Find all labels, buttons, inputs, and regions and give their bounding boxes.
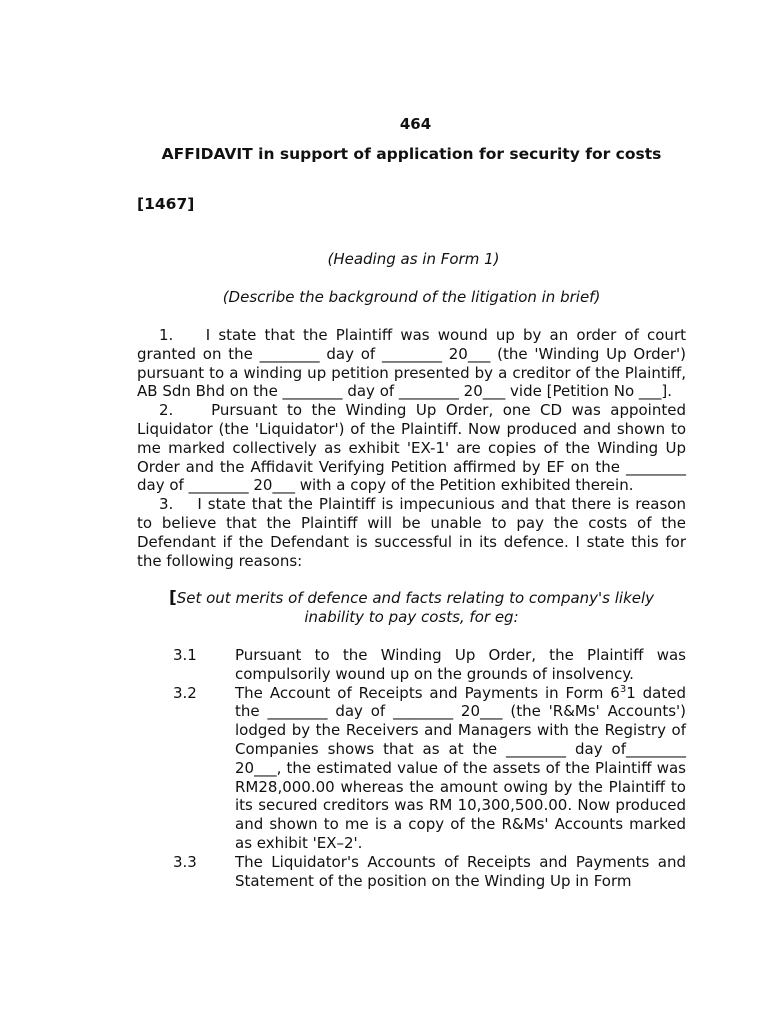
document-page bbox=[137, 115, 686, 890]
sub-paragraph-text: Pursuant to the Winding Up Order, the Plaintiff was compulsorily wound up on the grounds of insolvency. bbox=[235, 645, 686, 683]
sub-paragraph-3-3 bbox=[137, 853, 686, 891]
reference-number: [1467] bbox=[137, 194, 195, 213]
sub-paragraph-3-2 bbox=[137, 684, 686, 853]
superscript: 3 bbox=[619, 683, 627, 695]
numbered-paragraphs bbox=[137, 326, 686, 570]
paragraph-2: 2. Pursuant to the Winding Up Order, one CD was appointed Liquidator (the 'Liquidator') of the Plaintiff. Now produced and shown to me marked collectively as exhibit 'EX-1' are copies of the Winding Up Order and the Affidavit Verifying Petition affirmed by EF on the ________ day of ________ 20___ with a copy of the Petition exhibited therein. bbox=[137, 401, 686, 495]
heading-note: (Heading as in Form 1) bbox=[327, 250, 500, 269]
set-out-instruction bbox=[137, 589, 686, 627]
sub-paragraph-number: 3.2 bbox=[173, 683, 197, 702]
document-title: AFFIDAVIT in support of application for security for costs bbox=[161, 144, 662, 163]
text-after-superscript: 1 dated the ________ day of ________ 20___ (the 'R&Ms' Accounts') lodged by the Receivers and Managers with the Registry of Companies shows that as at the ________ day of________ 20___, the estimated value of the assets of the Plaintiff was RM28,000.00 whereas the amount owing by the Plaintiff to its secured creditors was RM 10,300,500.00. Now produced and shown to me is a copy of the R&Ms' Accounts marked as exhibit 'EX–2'. bbox=[235, 683, 686, 852]
sub-paragraph-number: 3.3 bbox=[173, 852, 197, 871]
sub-paragraph-3-1 bbox=[137, 646, 686, 684]
sub-paragraph-text bbox=[235, 684, 686, 853]
sub-paragraph-number: 3.1 bbox=[173, 645, 197, 664]
paragraph-3: 3. I state that the Plaintiff is impecunious and that there is reason to believe that the Plaintiff will be unable to pay the costs of the Defendant if the Defendant is successful in its defence. I state this for the following reasons: bbox=[137, 495, 686, 570]
open-bracket: [ bbox=[168, 588, 177, 609]
paragraph-1: 1. I state that the Plaintiff was wound up by an order of court granted on the ________ day of ________ 20___ (the 'Winding Up Order') pursuant to a winding up petition presented by a creditor of the Plaintiff, AB Sdn Bhd on the ________ day of ________ 20___ vide [Petition No ___]. bbox=[137, 325, 686, 401]
form-number: 464 bbox=[399, 115, 432, 133]
sub-paragraphs bbox=[137, 646, 686, 890]
text-before-superscript: The Account of Receipts and Payments in Form 6 bbox=[235, 683, 620, 702]
sub-paragraph-text: The Liquidator's Accounts of Receipts and Payments and Statement of the position on the Winding Up in Form bbox=[235, 852, 686, 890]
describe-note: (Describe the background of the litigation in brief) bbox=[222, 288, 601, 307]
set-out-text: Set out merits of defence and facts relating to company's likely inability to pay costs, for eg: bbox=[176, 589, 655, 627]
